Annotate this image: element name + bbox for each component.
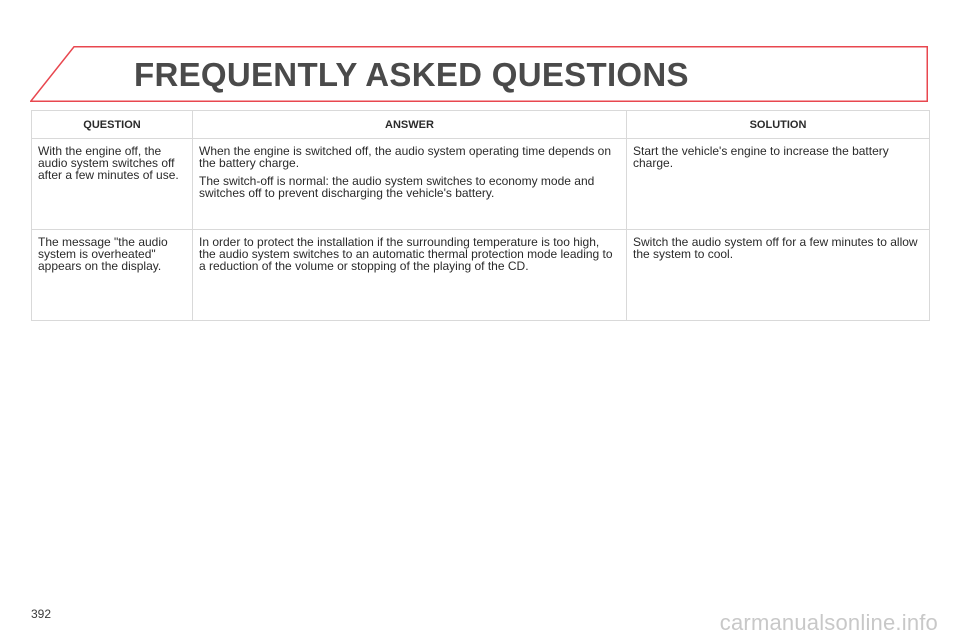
column-header-question: QUESTION bbox=[32, 111, 193, 139]
page-number: 392 bbox=[31, 607, 52, 621]
solution-cell: Switch the audio system off for a few minutes to allow the system to cool. bbox=[627, 230, 930, 321]
answer-paragraph: In order to protect the installation if the surrounding temperature is too high, the audio system switches to an automatic thermal protection mode leading to a reduction of the volume or stopping of the playing of the CD. bbox=[199, 235, 613, 273]
question-cell: The message "the audio system is overheated" appears on the display. bbox=[32, 230, 193, 321]
table-row bbox=[32, 230, 930, 321]
faq-table bbox=[31, 110, 930, 321]
table-row bbox=[32, 139, 930, 230]
table-header-row bbox=[32, 111, 930, 139]
page-title: FREQUENTLY ASKED QUESTIONS bbox=[134, 56, 689, 93]
solution-cell: Start the vehicle's engine to increase the battery charge. bbox=[627, 139, 930, 230]
answer-paragraph: The switch-off is normal: the audio system switches to economy mode and switches off to prevent discharging the vehicle's battery. bbox=[199, 174, 595, 200]
column-header-solution: SOLUTION bbox=[627, 111, 930, 139]
watermark: carmanualsonline.info bbox=[719, 610, 938, 635]
column-header-answer: ANSWER bbox=[193, 111, 627, 139]
answer-cell bbox=[193, 230, 627, 321]
answer-paragraph: When the engine is switched off, the audio system operating time depends on the battery charge. bbox=[199, 144, 612, 170]
question-cell: With the engine off, the audio system switches off after a few minutes of use. bbox=[32, 139, 193, 230]
answer-cell bbox=[193, 139, 627, 230]
